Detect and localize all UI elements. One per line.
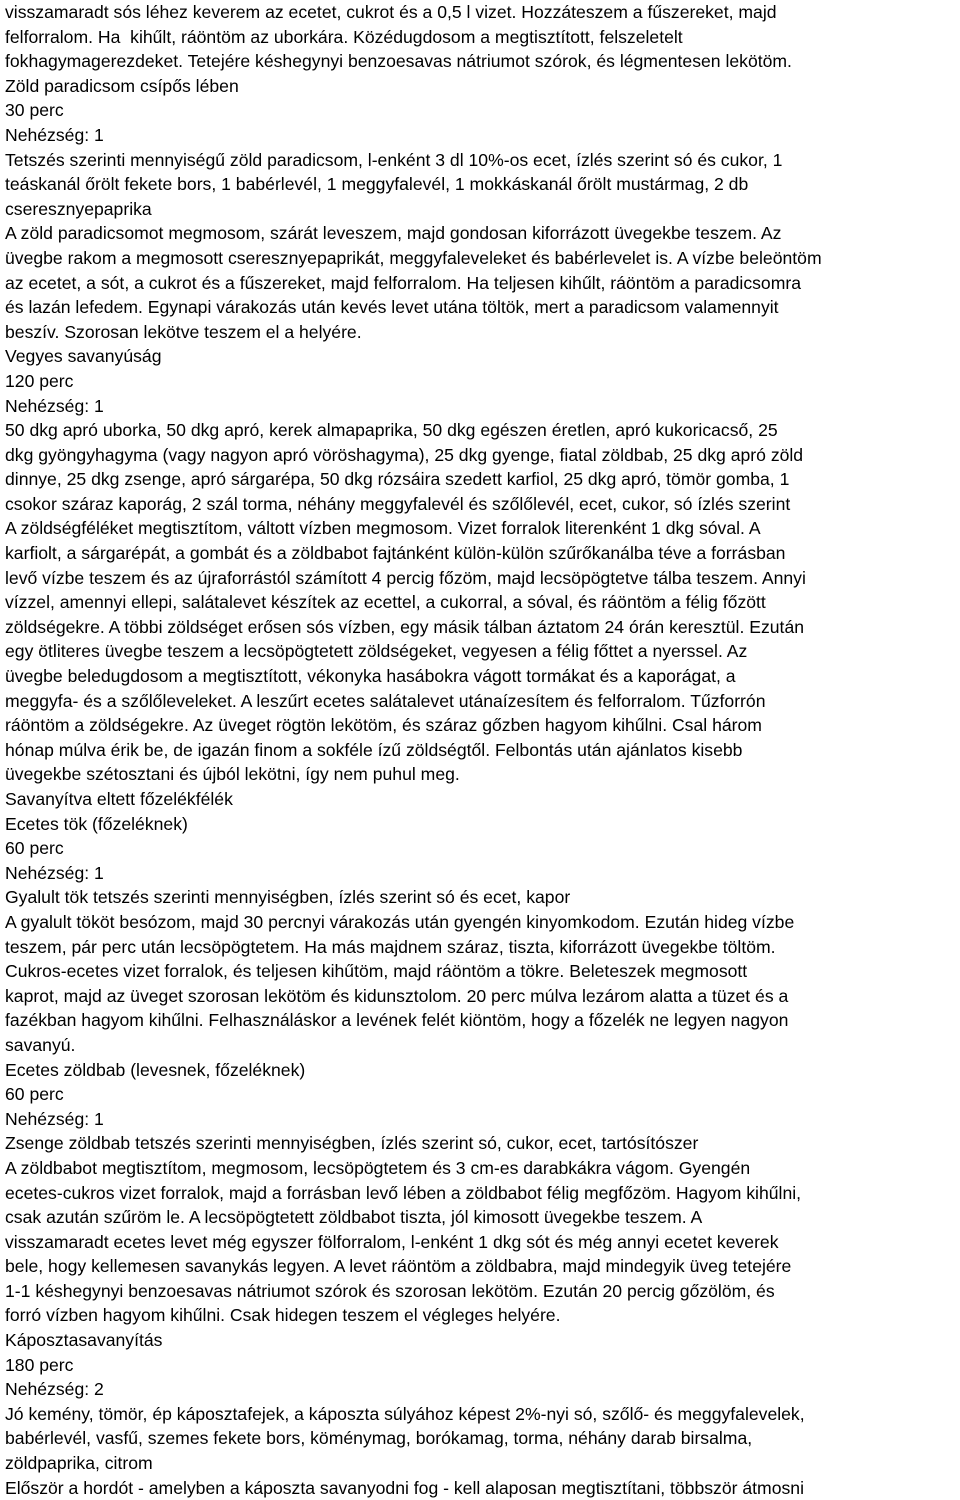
ingredients-line: dinnye, 25 dkg zsenge, apró sárgarépa, 50 dkg rózsáira szedett karfiol, 25 dkg apró, tömör gomba, 1 [5,469,790,490]
recipe-difficulty: Nehézség: 1 [5,124,104,145]
instructions-line: üvegbe beledugdosom a megtisztított, vékonyka hasábokra vágott tormákat és a kaporágat, a [5,666,736,687]
recipe-difficulty: Nehézség: 1 [5,395,104,416]
recipe-title: Ecetes tök (főzeléknek) [5,813,188,834]
instructions-line: A zöldségféléket megtisztítom, váltott vízben megmosom. Vizet forralok literenként 1 dkg sóval. A [5,518,761,539]
recipe-title: Káposztasavanyítás [5,1330,163,1351]
recipe-time: 30 perc [5,100,64,121]
instructions-line: ráöntöm a zöldségekre. Az üveget rögtön lekötöm, és száraz gőzben hagyom kihűlni. Csal három [5,715,762,736]
recipe-time: 60 perc [5,838,64,859]
instructions-line: forró vízben hagyom kihűlni. Csak hidegen teszem el végleges helyére. [5,1305,561,1326]
instructions-line: fazékban hagyom kihűlni. Felhasználáskor a levének felét kiöntöm, hogy a főzelék ne legyen nagyon [5,1010,789,1031]
instructions-line: zöldségekre. A többi zöldséget erősen sós vízben, egy másik tálban áztatom 24 órán keresztül. Ezután [5,616,805,637]
text-line: visszamaradt sós léhez keverem az ecetet, cukrot és a 0,5 l vizet. Hozzáteszem a fűszereket, majd [5,2,777,22]
instructions-line: egy ötliteres üvegbe teszem a lecsöpögtetett zöldségeket, vegyesen a félig főttet a nyerssel. Az [5,641,748,662]
instructions-line: karfiolt, a sárgarépát, a gombát és a zöldbabot fajtánként külön-külön szűrőkanálba téve a forrásban [5,543,786,564]
ingredients-line: babérlevél, vasfű, szemes fekete bors, köménymag, borókamag, torma, néhány darab birsalma, [5,1428,753,1449]
recipe-difficulty: Nehézség: 1 [5,862,104,883]
recipe-title: Vegyes savanyúság [5,346,162,367]
instructions-line: teszem, pár perc után lecsöpögtetem. Ha más majdnem száraz, tiszta, kiforrázott üvegekbe töltöm. [5,936,776,957]
ingredients-line: Tetszés szerinti mennyiségű zöld paradicsom, l-enként 3 dl 10%-os ecet, ízlés szerint só és cukor, 1 [5,149,783,170]
ingredients-line: zöldpaprika, citrom [5,1453,153,1474]
ingredients-line: dkg gyöngyhagyma (vagy nagyon apró vöröshagyma), 25 dkg gyenge, fiatal zöldbab, 25 dkg apró zöld [5,444,804,465]
instructions-line: vízzel, amennyi ellepi, salátalevet készítek az ecettel, a cukorral, a sóval, és ráöntöm a félig főzött [5,592,766,613]
instructions-line: levő vízbe teszem és az újraforrástól számított 4 percig főzöm, majd lecsöpögtetve tálba teszem. Annyi [5,567,806,588]
recipe-time: 120 perc [5,370,74,391]
instructions-line: ecetes-cukros vizet forralok, majd a forrásban levő lében a zöldbabot félig megfőzöm. Hagyom kihűlni, [5,1182,802,1203]
section-title: Savanyítva eltett főzelékfélék [5,789,233,809]
ingredients-line: Zsenge zöldbab tetszés szerinti mennyiségben, ízlés szerint só, cukor, ecet, tartósítószer [5,1133,699,1154]
ingredients-line: cseresznyepaprika [5,198,152,219]
recipe-time: 60 perc [5,1084,64,1105]
instructions-line: bele, hogy kellemesen savanykás legyen. A levet ráöntöm a zöldbabra, majd mindegyik üveg tetejére [5,1256,792,1277]
instructions-line: Cukros-ecetes vizet forralok, és teljesen kihűtöm, majd ráöntöm a tökre. Beleteszek megmosott [5,961,748,982]
recipe-time: 180 perc [5,1354,74,1375]
recipe-difficulty: Nehézség: 2 [5,1379,104,1400]
instructions-line: beszív. Szorosan lekötve teszem el a helyére. [5,321,362,342]
recipe-title: Ecetes zöldbab (levesnek, főzeléknek) [5,1059,306,1080]
recipe-difficulty: Nehézség: 1 [5,1108,104,1129]
instructions-line: A zöld paradicsomot megmosom, szárát leveszem, majd gondosan kiforrázott üvegekbe teszem. Az [5,223,782,244]
instructions-line: savanyú. [5,1034,76,1055]
ingredients-line: csokor száraz kaporág, 2 szál torma, néhány meggyfalevél és szőlőlevél, ecet, cukor, só ízlés szerint [5,493,791,514]
ingredients-line: Gyalult tök tetszés szerinti mennyiségben, ízlés szerint só és ecet, kapor [5,887,571,908]
text-line: fokhagymagerezdeket. Tetejére késhegynyi benzoesavas nátriumot szórok, és légmentesen lekötöm. [5,51,792,72]
instructions-line: A zöldbabot megtisztítom, megmosom, lecsöpögtetem és 3 cm-es darabkákra vágom. Gyengén [5,1157,751,1178]
instructions-line: Először a hordót - amelyben a káposzta savanyodni fog - kell alaposan megtisztítani, többször átmosni [5,1477,804,1498]
ingredients-line: teáskanál őrölt fekete bors, 1 babérlevél, 1 meggyfalevél, 1 mokkáskanál őrölt mustármag, 2 db [5,174,749,195]
instructions-line: hónap múlva érik be, de igazán finom a sokféle ízű zöldségtől. Felbontás után ajánlatos kisebb [5,739,743,760]
instructions-line: és lazán lefedem. Egynapi várakozás után kevés levet utána töltök, mert a paradicsom valamennyit [5,297,779,318]
recipe-title: Zöld paradicsom csípős lében [5,75,239,96]
instructions-line: A gyalult tököt besózom, majd 30 percnyi várakozás után gyengén kinyomkodom. Ezután hideg vízbe [5,911,795,932]
instructions-line: visszamaradt ecetes levet még egyszer fölforralom, l-enként 1 dkg sót és még annyi ecetet keverek [5,1231,779,1252]
ingredients-line: Jó kemény, tömör, ép káposztafejek, a káposzta súlyához képest 2%-nyi só, szőlő- és meggyfalevelek, [5,1403,805,1424]
instructions-line: üvegekbe szétosztani és újból lekötni, így nem puhul meg. [5,764,460,785]
instructions-line: 1-1 késhegynyi benzoesavas nátriumot szórok és szorosan lekötöm. Ezután 20 percig gőzölöm, és [5,1280,775,1301]
instructions-line: üvegbe rakom a megmosott cseresznyepaprikát, meggyfaleveleket és babérlevelet is. A vízbe beleöntöm [5,247,822,268]
instructions-line: az ecetet, a sót, a cukrot és a fűszereket, majd felforralom. Ha teljesen kihűlt, ráöntöm a paradicsomra [5,272,801,293]
document-page [5,0,957,1500]
instructions-line: meggyfa- és a szőlőleveleket. A leszűrt ecetes salátalevet utánaízesítem és felforralom. Tűzforrón [5,690,766,711]
ingredients-line: 50 dkg apró uborka, 50 dkg apró, kerek almapaprika, 50 dkg egészen éretlen, apró kukoricacső, 25 [5,420,778,441]
instructions-line: csak azután szűröm le. A lecsöpögtetett zöldbabot tiszta, jól kimosott üvegekbe teszem. A [5,1207,703,1228]
instructions-line: kaprot, majd az üveget szorosan lekötöm és kidunsztolom. 20 perc múlva lezárom alatta a tüzet és a [5,985,789,1006]
text-line: felforralom. Ha kihűlt, ráöntöm az uborkára. Közédugdosom a megtisztított, felszeletelt [5,26,683,47]
